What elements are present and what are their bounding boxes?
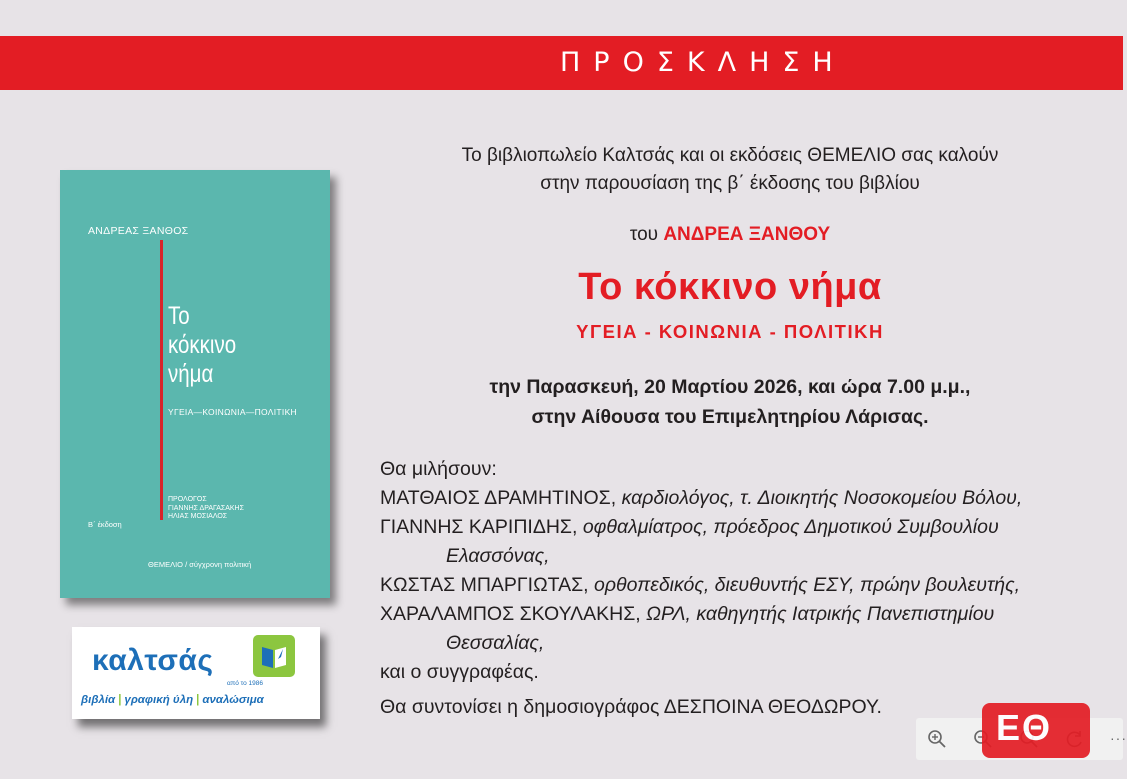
store-logo: [72, 627, 320, 719]
cover-title-line: νήμα: [168, 360, 214, 388]
moderator-line: Θα συντονίσει η δημοσιογράφος ΔΕΣΠΟΙΝΑ ΘΕΟΔΩΡΟΥ.: [380, 696, 882, 718]
byline-prefix: του: [629, 224, 664, 245]
book-logo-icon: [253, 635, 295, 677]
speaker-name: ΚΩΣΤΑΣ ΜΠΑΡΓΙΩΤΑΣ,: [380, 574, 589, 596]
tagline-item: βιβλία: [81, 694, 116, 706]
tagline-item: γραφική ύλη: [124, 694, 194, 706]
more-options-icon[interactable]: ···: [1110, 730, 1127, 746]
speaker-role: ΩΡΛ, καθηγητής Ιατρικής Πανεπιστημίου: [646, 603, 995, 625]
cover-prologue-line: ΠΡΟΛΟΓΟΣ: [168, 496, 207, 503]
cover-prologue-line: ΓΙΑΝΝΗΣ ΔΡΑΓΑΣΑΚΗΣ: [168, 504, 244, 512]
event-date-time: την Παρασκευή, 20 Μαρτίου 2026, και ώρα 7.00 μ.μ.,: [489, 376, 971, 398]
intro-line: Το βιβλιοπωλείο Καλτσάς και οι εκδόσεις ΘΕΜΕΛΙΟ σας καλούν: [461, 145, 999, 166]
book-cover-image: [60, 170, 330, 598]
tagline-separator: |: [196, 694, 200, 706]
speaker-row: [380, 600, 1110, 629]
event-details: [380, 372, 1080, 432]
speaker-role: οφθαλμίατρος, πρόεδρος Δημοτικού Συμβουλίου: [582, 516, 999, 538]
zoom-in-icon[interactable]: [926, 728, 948, 750]
speaker-role-continued: Θεσσαλίας,: [446, 632, 545, 654]
author-name: ΑΝΔΡΕΑ ΞΑΝΘΟΥ: [663, 224, 831, 245]
banner-title: ΠΡΟΣΚΛΗΣΗ: [560, 47, 846, 78]
speaker-row: [380, 484, 1110, 513]
tagline-item: αναλώσιμα: [202, 694, 264, 706]
store-since: από το 1986: [227, 680, 264, 687]
cover-publisher: ΘΕΜΕΛΙΟ / σύγχρονη πολιτική: [148, 560, 252, 569]
speaker-name: ΜΑΤΘΑΙΟΣ ΔΡΑΜΗΤΙΝΟΣ,: [380, 487, 617, 509]
speaker-row: [380, 571, 1110, 600]
cover-title: [168, 302, 236, 389]
intro-line: στην παρουσίαση της β΄ έκδοσης του βιβλίου: [540, 173, 920, 194]
speaker-role-continued: Ελασσόνας,: [446, 545, 550, 567]
watermark-text: ΕΘ: [996, 707, 1053, 748]
event-venue: στην Αίθουσα του Επιμελητηρίου Λάρισας.: [531, 406, 929, 428]
cover-prologue: [168, 496, 244, 522]
cover-title-line: Το: [168, 302, 190, 330]
speakers-heading: Θα μιλήσουν:: [380, 458, 497, 480]
book-title: Το κόκκινο νήμα: [578, 266, 882, 308]
speakers-list: [380, 455, 1110, 722]
speaker-role: καρδιολόγος, τ. Διοικητής Νοσοκομείου Βόλου,: [621, 487, 1023, 509]
author-byline: [380, 222, 1080, 248]
cover-edition: Β΄ έκδοση: [88, 520, 122, 529]
header-banner: [0, 36, 1123, 90]
tagline-separator: |: [118, 694, 122, 706]
cover-subtitle: ΥΓΕΙΑ—ΚΟΙΝΩΝΙΑ—ΠΟΛΙΤΙΚΗ: [168, 407, 297, 417]
cover-accent-bar: [160, 240, 163, 520]
speaker-role: ορθοπεδικός, διευθυντής ΕΣΥ, πρώην βουλευτής,: [594, 574, 1020, 596]
store-wordmark: καλτσάς: [92, 644, 214, 677]
invitation-intro: [380, 142, 1080, 198]
speaker-name: ΧΑΡΑΛΑΜΠΟΣ ΣΚΟΥΛΑΚΗΣ,: [380, 603, 641, 625]
book-subtitle: ΥΓΕΙΑ - ΚΟΙΝΩΝΙΑ - ΠΟΛΙΤΙΚΗ: [576, 321, 884, 342]
cover-author: ΑΝΔΡΕΑΣ ΞΑΝΘΟΣ: [88, 225, 189, 237]
store-tagline: [81, 694, 264, 706]
cover-title-line: κόκκινο: [168, 331, 237, 359]
speaker-name: ΓΙΑΝΝΗΣ ΚΑΡΙΠΙΔΗΣ,: [380, 516, 578, 538]
speaker-row: [380, 513, 1110, 542]
closing-speaker: και ο συγγραφέας.: [380, 661, 539, 683]
watermark-logo: [982, 703, 1090, 758]
cover-prologue-line: ΗΛΙΑΣ ΜΟΣΙΑΛΟΣ: [168, 513, 228, 520]
